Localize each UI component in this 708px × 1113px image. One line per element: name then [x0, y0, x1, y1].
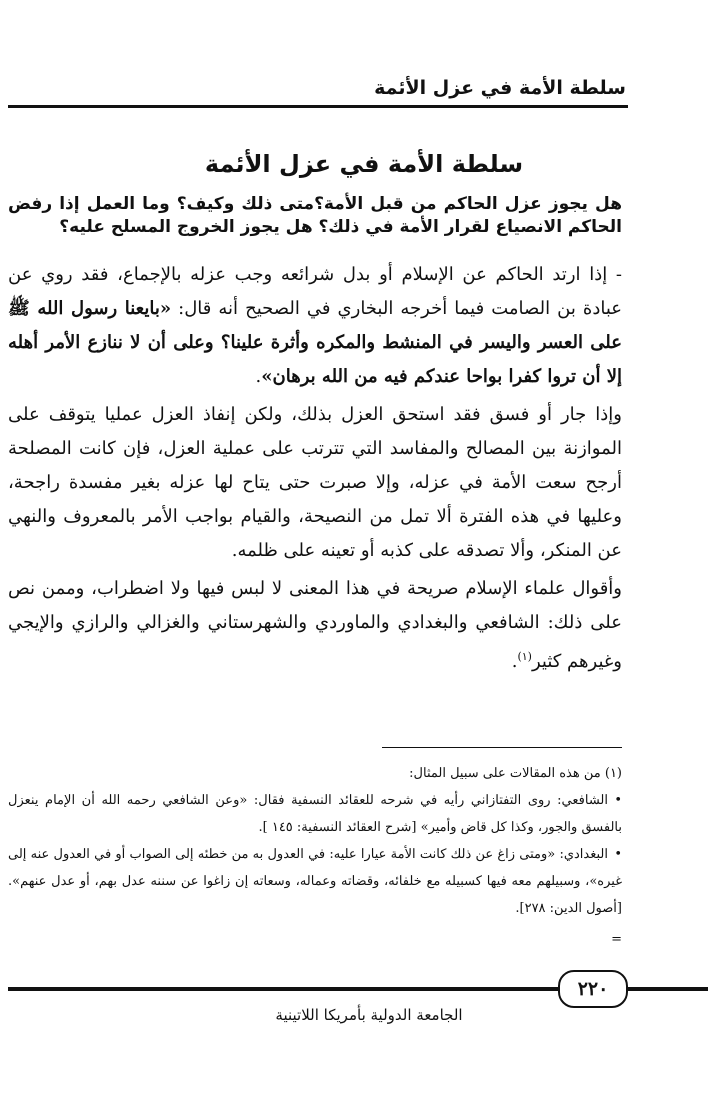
- body-text: [8, 258, 622, 683]
- footnote-item-text: البغدادي: «ومتى زاغ عن ذلك كانت الأمة عيارا عليه: في العدول به من خطئه إلى الصواب أو في العدول عنه إلى غيره»، وسبيلهم معه فيها كسبيله مع خلفائه، وقضاته وعماله، وسعاته إن زاغوا عن سننه عدل بهم، أو عدل عنهم». [أصول الدين: ٢٧٨].: [8, 847, 622, 916]
- paragraph-3-end: .: [511, 651, 518, 672]
- hadith-quote: «بايعنا رسول الله ﷺ على العسر واليسر في المنشط والمكره وأثرة علينا؟ وعلى أن لا ننازع الأمر أهله إلا أن تروا كفرا بواحا عندكم فيه من الله برهان»: [8, 298, 622, 387]
- footnotes: [8, 760, 622, 953]
- header-rule: [8, 105, 628, 108]
- continuation-marker: =: [611, 932, 622, 947]
- chapter-title: سلطة الأمة في عزل الأئمة: [204, 150, 524, 178]
- paragraph-1-intro: - إذا ارتد الحاكم عن الإسلام أو بدل شرائعه وجب عزله بالإجماع، فقد روي عن عبادة بن الصامت فيما أخرجه البخاري في الصحيح أنه قال:: [8, 264, 622, 319]
- publisher-name: الجامعة الدولية بأمريكا اللاتينية: [275, 1006, 463, 1024]
- question-heading: هل يجوز عزل الحاكم من قبل الأمة؟متى ذلك وكيف؟ وما العمل إذا رفض الحاكم الانصياع لقرار الأمة في ذلك؟ هل يجوز الخروج المسلح عليه؟: [8, 194, 622, 237]
- footnote-separator: [382, 747, 622, 748]
- paragraph-3-text: وأقوال علماء الإسلام صريحة في هذا المعنى لا لبس فيها ولا اضطراب، وممن نص على ذلك: الشافعي والبغدادي والماوردي والشهرستاني والغزالي والرازي والإيجي وغيرهم كثير: [8, 578, 622, 672]
- paragraph-2: وإذا جار أو فسق فقد استحق العزل بذلك، ولكن إنفاذ العزل عمليا يتوقف على الموازنة بين المصالح والمفاسد التي تترتب على عملية العزل، فإن كانت المصلحة أرجح سعت الأمة في عزله، وإلا صبرت حتى يتاح لها عزله بغير مفسدة راجحة، وعليها في هذه الفترة ألا تمل من النصيحة، والقيام بواجب الأمر بالمعروف والنهي عن المنكر، وألا تصدقه على كذبه أو تعينه على ظلمه.: [8, 404, 622, 561]
- paragraph-3: [8, 572, 622, 679]
- page-number: ٢٢٠: [558, 970, 628, 1008]
- footnote-intro: (١) من هذه المقالات على سبيل المثال:: [409, 766, 622, 781]
- footnote-item: [8, 841, 622, 922]
- footnote-item: [8, 787, 622, 841]
- bullet-icon: •: [614, 847, 622, 862]
- bullet-icon: •: [614, 793, 622, 808]
- paragraph-1-end: .: [255, 366, 262, 387]
- running-header: سلطة الأمة في عزل الأئمة: [374, 77, 626, 99]
- footnote-reference[interactable]: (١): [517, 650, 532, 663]
- paragraph-1: [8, 258, 622, 394]
- footnote-item-text: الشافعي: روى التفتازاني رأيه في شرحه للعقائد النسفية فقال: «وعن الشافعي رحمه الله أن الإمام ينعزل بالفسق والجور، وكذا كل قاض وأمير» [شرح العقائد النسفية: ١٤٥ ].: [8, 793, 622, 835]
